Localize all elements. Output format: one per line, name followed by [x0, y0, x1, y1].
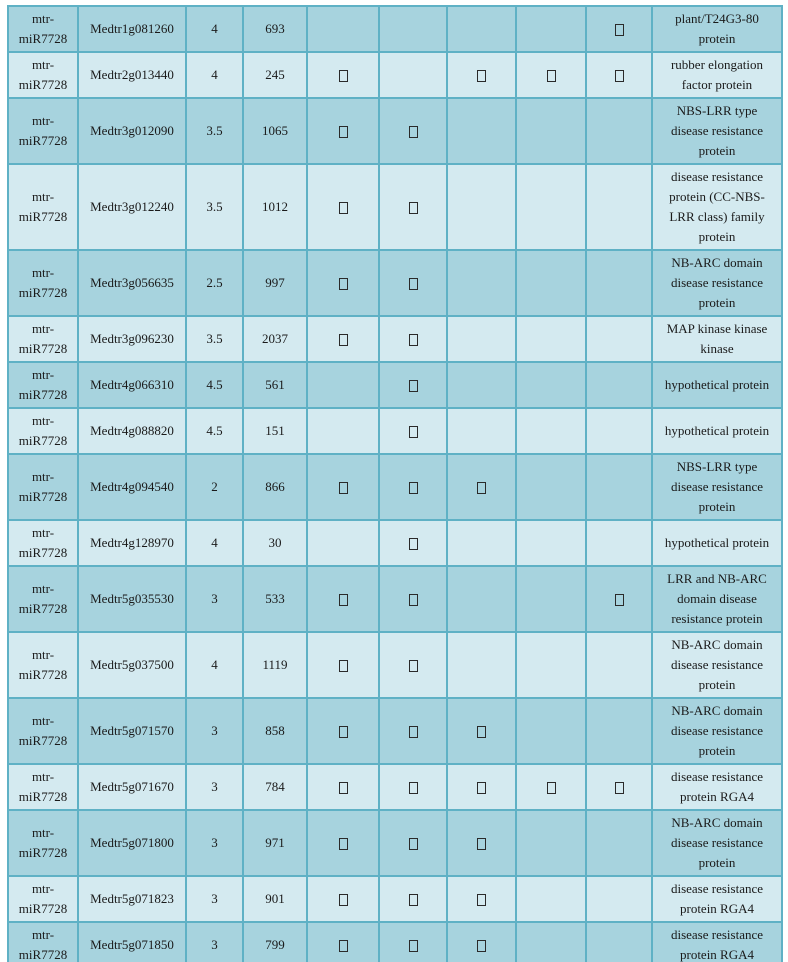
num2-cell: 2037	[243, 316, 307, 362]
description-cell: NB-ARC domain disease resistance protein	[652, 250, 782, 316]
check-cell-1	[307, 566, 379, 632]
num2-cell: 533	[243, 566, 307, 632]
table-body	[8, 6, 782, 962]
check-cell-4	[516, 408, 586, 454]
check-cell-2	[379, 810, 447, 876]
empty-checkbox-icon	[409, 838, 418, 850]
check-cell-4	[516, 810, 586, 876]
num1-cell: 4.5	[186, 408, 243, 454]
table-row	[8, 362, 782, 408]
num2-cell: 561	[243, 362, 307, 408]
check-cell-1	[307, 454, 379, 520]
check-cell-4	[516, 876, 586, 922]
gene-id-cell: Medtr4g088820	[78, 408, 186, 454]
num1-cell: 3	[186, 876, 243, 922]
check-cell-2	[379, 98, 447, 164]
mirna-cell: mtr-miR7728	[8, 6, 78, 52]
check-cell-2	[379, 764, 447, 810]
num2-cell: 693	[243, 6, 307, 52]
empty-checkbox-icon	[477, 940, 486, 952]
check-cell-4	[516, 52, 586, 98]
check-cell-5	[586, 520, 652, 566]
check-cell-5	[586, 566, 652, 632]
check-cell-1	[307, 810, 379, 876]
gene-id-cell: Medtr2g013440	[78, 52, 186, 98]
check-cell-3	[447, 566, 516, 632]
empty-checkbox-icon	[339, 278, 348, 290]
check-cell-5	[586, 922, 652, 962]
check-cell-2	[379, 164, 447, 250]
check-cell-4	[516, 316, 586, 362]
check-cell-3	[447, 876, 516, 922]
num1-cell: 3.5	[186, 164, 243, 250]
num1-cell: 3	[186, 566, 243, 632]
empty-checkbox-icon	[339, 334, 348, 346]
check-cell-5	[586, 98, 652, 164]
gene-id-cell: Medtr5g071850	[78, 922, 186, 962]
check-cell-3	[447, 52, 516, 98]
empty-checkbox-icon	[409, 940, 418, 952]
empty-checkbox-icon	[547, 782, 556, 794]
empty-checkbox-icon	[477, 782, 486, 794]
num1-cell: 4	[186, 520, 243, 566]
check-cell-2	[379, 876, 447, 922]
empty-checkbox-icon	[339, 726, 348, 738]
check-cell-3	[447, 250, 516, 316]
empty-checkbox-icon	[409, 782, 418, 794]
check-cell-2	[379, 52, 447, 98]
description-cell: disease resistance protein RGA4	[652, 764, 782, 810]
check-cell-1	[307, 876, 379, 922]
check-cell-5	[586, 316, 652, 362]
check-cell-3	[447, 764, 516, 810]
table-row	[8, 98, 782, 164]
empty-checkbox-icon	[615, 70, 624, 82]
num1-cell: 3	[186, 810, 243, 876]
num2-cell: 784	[243, 764, 307, 810]
num2-cell: 30	[243, 520, 307, 566]
check-cell-1	[307, 164, 379, 250]
num2-cell: 866	[243, 454, 307, 520]
num1-cell: 3	[186, 764, 243, 810]
empty-checkbox-icon	[409, 202, 418, 214]
num1-cell: 2.5	[186, 250, 243, 316]
description-cell: NB-ARC domain disease resistance protein	[652, 632, 782, 698]
check-cell-1	[307, 632, 379, 698]
gene-id-cell: Medtr5g071800	[78, 810, 186, 876]
mirna-cell: mtr-miR7728	[8, 764, 78, 810]
empty-checkbox-icon	[339, 126, 348, 138]
table-row	[8, 810, 782, 876]
gene-id-cell: Medtr3g056635	[78, 250, 186, 316]
table-row	[8, 566, 782, 632]
check-cell-3	[447, 698, 516, 764]
check-cell-5	[586, 764, 652, 810]
check-cell-5	[586, 164, 652, 250]
check-cell-4	[516, 6, 586, 52]
mirna-cell: mtr-miR7728	[8, 520, 78, 566]
check-cell-4	[516, 632, 586, 698]
table-row	[8, 454, 782, 520]
table-row	[8, 698, 782, 764]
check-cell-2	[379, 408, 447, 454]
empty-checkbox-icon	[477, 726, 486, 738]
description-cell: hypothetical protein	[652, 520, 782, 566]
empty-checkbox-icon	[477, 482, 486, 494]
check-cell-4	[516, 250, 586, 316]
table-row	[8, 922, 782, 962]
mirna-cell: mtr-miR7728	[8, 316, 78, 362]
check-cell-5	[586, 698, 652, 764]
table-row	[8, 164, 782, 250]
mirna-cell: mtr-miR7728	[8, 922, 78, 962]
description-cell: NB-ARC domain disease resistance protein	[652, 810, 782, 876]
gene-id-cell: Medtr3g096230	[78, 316, 186, 362]
mirna-cell: mtr-miR7728	[8, 810, 78, 876]
mirna-cell: mtr-miR7728	[8, 632, 78, 698]
empty-checkbox-icon	[477, 838, 486, 850]
empty-checkbox-icon	[477, 894, 486, 906]
empty-checkbox-icon	[339, 594, 348, 606]
check-cell-5	[586, 6, 652, 52]
gene-id-cell: Medtr5g071823	[78, 876, 186, 922]
check-cell-2	[379, 520, 447, 566]
empty-checkbox-icon	[409, 380, 418, 392]
num2-cell: 901	[243, 876, 307, 922]
check-cell-4	[516, 520, 586, 566]
empty-checkbox-icon	[339, 660, 348, 672]
check-cell-3	[447, 520, 516, 566]
gene-id-cell: Medtr5g037500	[78, 632, 186, 698]
check-cell-5	[586, 876, 652, 922]
gene-id-cell: Medtr5g071570	[78, 698, 186, 764]
check-cell-2	[379, 454, 447, 520]
empty-checkbox-icon	[409, 426, 418, 438]
table-row	[8, 408, 782, 454]
num1-cell: 3.5	[186, 316, 243, 362]
mirna-cell: mtr-miR7728	[8, 876, 78, 922]
num1-cell: 4	[186, 632, 243, 698]
check-cell-5	[586, 810, 652, 876]
empty-checkbox-icon	[339, 838, 348, 850]
mirna-cell: mtr-miR7728	[8, 164, 78, 250]
check-cell-2	[379, 362, 447, 408]
check-cell-2	[379, 698, 447, 764]
check-cell-3	[447, 810, 516, 876]
mirna-cell: mtr-miR7728	[8, 566, 78, 632]
check-cell-4	[516, 454, 586, 520]
num2-cell: 1065	[243, 98, 307, 164]
check-cell-5	[586, 362, 652, 408]
description-cell: NBS-LRR type disease resistance protein	[652, 454, 782, 520]
check-cell-1	[307, 52, 379, 98]
check-cell-1	[307, 922, 379, 962]
num2-cell: 799	[243, 922, 307, 962]
check-cell-4	[516, 566, 586, 632]
check-cell-5	[586, 632, 652, 698]
empty-checkbox-icon	[409, 726, 418, 738]
description-cell: NBS-LRR type disease resistance protein	[652, 98, 782, 164]
num1-cell: 2	[186, 454, 243, 520]
table-row	[8, 520, 782, 566]
check-cell-1	[307, 764, 379, 810]
empty-checkbox-icon	[409, 334, 418, 346]
empty-checkbox-icon	[339, 202, 348, 214]
check-cell-3	[447, 164, 516, 250]
empty-checkbox-icon	[339, 482, 348, 494]
table-row	[8, 316, 782, 362]
table-row	[8, 764, 782, 810]
empty-checkbox-icon	[339, 70, 348, 82]
empty-checkbox-icon	[339, 894, 348, 906]
mirna-cell: mtr-miR7728	[8, 250, 78, 316]
check-cell-1	[307, 362, 379, 408]
empty-checkbox-icon	[615, 24, 624, 36]
num1-cell: 4	[186, 52, 243, 98]
check-cell-2	[379, 922, 447, 962]
num1-cell: 3.5	[186, 98, 243, 164]
mirna-cell: mtr-miR7728	[8, 698, 78, 764]
empty-checkbox-icon	[339, 940, 348, 952]
check-cell-3	[447, 98, 516, 164]
gene-id-cell: Medtr3g012240	[78, 164, 186, 250]
empty-checkbox-icon	[409, 482, 418, 494]
check-cell-3	[447, 922, 516, 962]
check-cell-4	[516, 698, 586, 764]
check-cell-2	[379, 6, 447, 52]
check-cell-4	[516, 922, 586, 962]
gene-id-cell: Medtr1g081260	[78, 6, 186, 52]
num1-cell: 4	[186, 6, 243, 52]
description-cell: disease resistance protein (CC-NBS-LRR class) family protein	[652, 164, 782, 250]
table-row	[8, 876, 782, 922]
check-cell-4	[516, 362, 586, 408]
check-cell-5	[586, 52, 652, 98]
empty-checkbox-icon	[615, 594, 624, 606]
check-cell-4	[516, 98, 586, 164]
empty-checkbox-icon	[409, 278, 418, 290]
num2-cell: 858	[243, 698, 307, 764]
description-cell: MAP kinase kinase kinase	[652, 316, 782, 362]
check-cell-3	[447, 454, 516, 520]
empty-checkbox-icon	[409, 594, 418, 606]
empty-checkbox-icon	[409, 538, 418, 550]
gene-id-cell: Medtr3g012090	[78, 98, 186, 164]
empty-checkbox-icon	[615, 782, 624, 794]
mirna-cell: mtr-miR7728	[8, 52, 78, 98]
table-row	[8, 6, 782, 52]
empty-checkbox-icon	[409, 660, 418, 672]
gene-id-cell: Medtr4g094540	[78, 454, 186, 520]
check-cell-1	[307, 520, 379, 566]
check-cell-1	[307, 250, 379, 316]
empty-checkbox-icon	[339, 782, 348, 794]
description-cell: disease resistance protein RGA4	[652, 876, 782, 922]
check-cell-2	[379, 250, 447, 316]
num2-cell: 151	[243, 408, 307, 454]
check-cell-2	[379, 316, 447, 362]
gene-id-cell: Medtr4g128970	[78, 520, 186, 566]
check-cell-1	[307, 6, 379, 52]
description-cell: rubber elongation factor protein	[652, 52, 782, 98]
description-cell: disease resistance protein RGA4	[652, 922, 782, 962]
check-cell-1	[307, 316, 379, 362]
num2-cell: 1119	[243, 632, 307, 698]
description-cell: plant/T24G3-80 protein	[652, 6, 782, 52]
check-cell-5	[586, 454, 652, 520]
num2-cell: 971	[243, 810, 307, 876]
check-cell-1	[307, 98, 379, 164]
num2-cell: 1012	[243, 164, 307, 250]
num1-cell: 3	[186, 698, 243, 764]
num2-cell: 245	[243, 52, 307, 98]
gene-id-cell: Medtr5g071670	[78, 764, 186, 810]
description-cell: hypothetical protein	[652, 362, 782, 408]
check-cell-3	[447, 6, 516, 52]
mirna-target-table	[7, 5, 783, 962]
num2-cell: 997	[243, 250, 307, 316]
table-row	[8, 52, 782, 98]
check-cell-2	[379, 632, 447, 698]
description-cell: NB-ARC domain disease resistance protein	[652, 698, 782, 764]
empty-checkbox-icon	[477, 70, 486, 82]
mirna-cell: mtr-miR7728	[8, 98, 78, 164]
num1-cell: 3	[186, 922, 243, 962]
check-cell-1	[307, 408, 379, 454]
check-cell-2	[379, 566, 447, 632]
check-cell-3	[447, 362, 516, 408]
table-row	[8, 632, 782, 698]
num1-cell: 4.5	[186, 362, 243, 408]
check-cell-4	[516, 164, 586, 250]
mirna-cell: mtr-miR7728	[8, 408, 78, 454]
empty-checkbox-icon	[409, 126, 418, 138]
check-cell-3	[447, 632, 516, 698]
check-cell-4	[516, 764, 586, 810]
check-cell-5	[586, 408, 652, 454]
gene-id-cell: Medtr5g035530	[78, 566, 186, 632]
description-cell: LRR and NB-ARC domain disease resistance protein	[652, 566, 782, 632]
check-cell-1	[307, 698, 379, 764]
mirna-cell: mtr-miR7728	[8, 362, 78, 408]
check-cell-3	[447, 408, 516, 454]
description-cell: hypothetical protein	[652, 408, 782, 454]
mirna-cell: mtr-miR7728	[8, 454, 78, 520]
check-cell-5	[586, 250, 652, 316]
check-cell-3	[447, 316, 516, 362]
table-row	[8, 250, 782, 316]
empty-checkbox-icon	[409, 894, 418, 906]
gene-id-cell: Medtr4g066310	[78, 362, 186, 408]
empty-checkbox-icon	[547, 70, 556, 82]
